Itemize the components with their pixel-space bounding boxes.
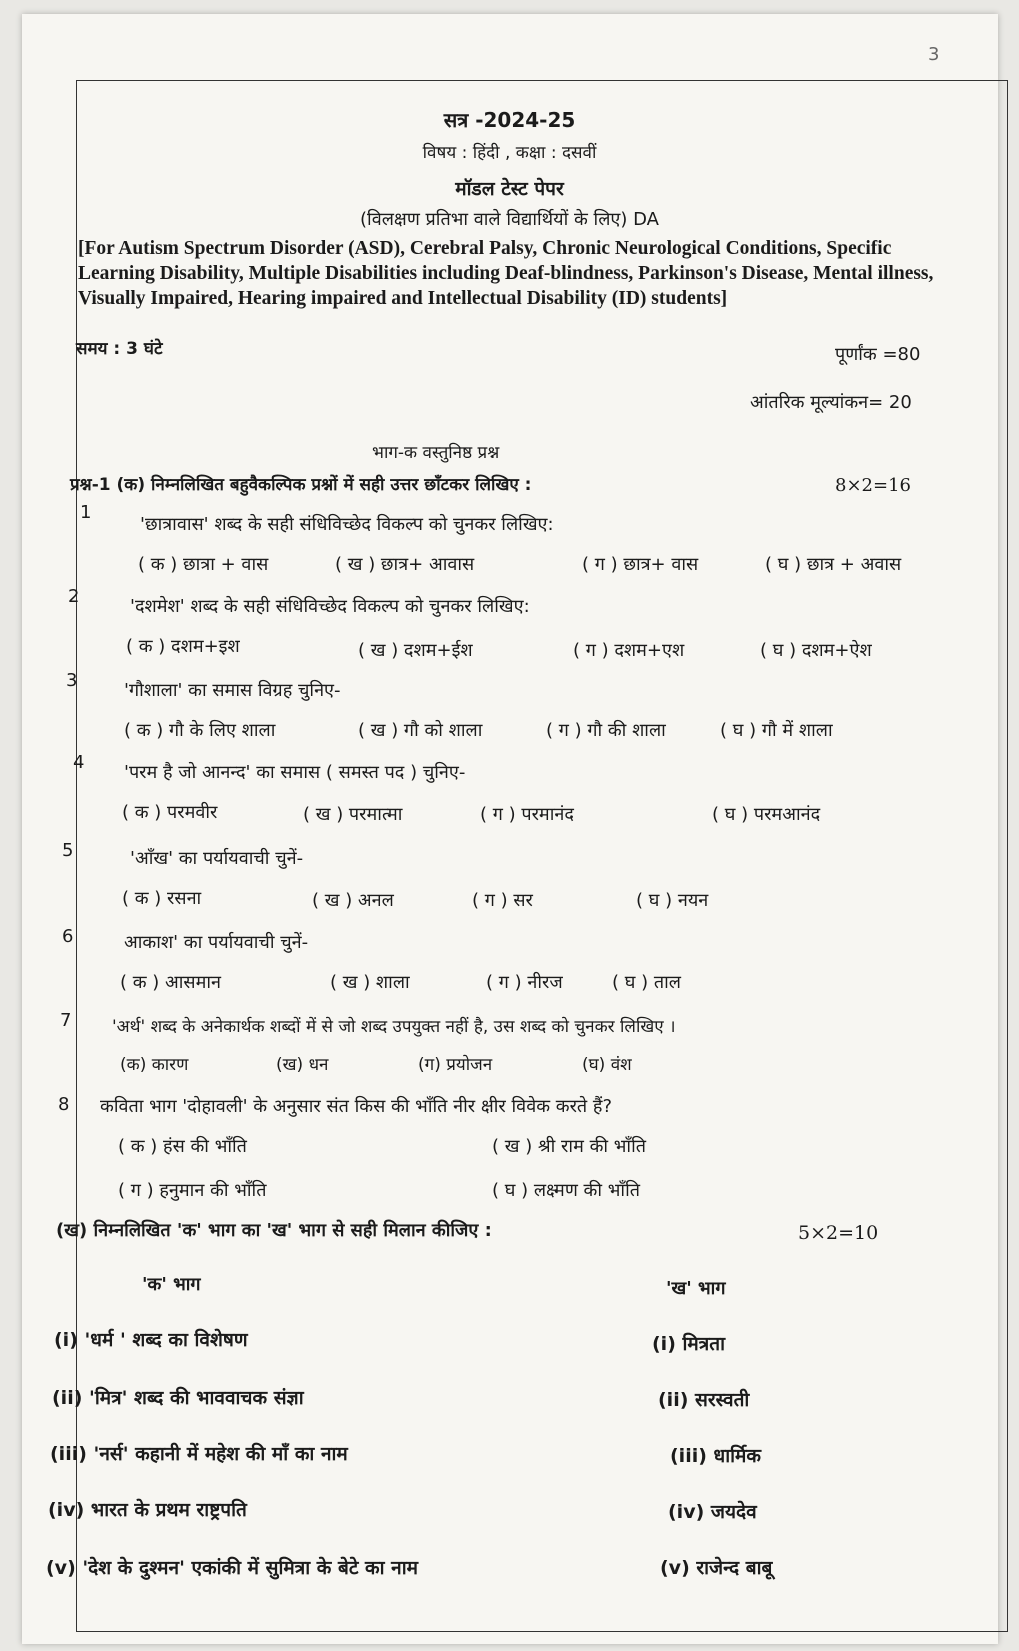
option-c: ( ग ) दशम+एश [573,640,685,661]
option-b: ( ख ) दशम+ईश [358,640,473,661]
match-item-b: (v) राजेन्द बाबू [660,1557,773,1579]
option-d: ( घ ) परमआनंद [712,804,821,825]
option-b: (ख) धन [276,1055,329,1075]
question-text: आकाश' का पर्यायवाची चुनें- [124,932,309,953]
option-b: ( ख ) शाला [330,972,410,993]
option-d: ( घ ) नयन [636,890,709,911]
session-heading: सत्र -2024-25 [443,108,576,132]
page-number: 3 [928,44,940,65]
question-number: 4 [73,752,85,773]
match-item-b: (ii) सरस्वती [658,1389,750,1411]
question-number: 6 [62,926,74,947]
option-c: ( ग ) सर [472,890,533,911]
option-b: ( ख ) गौ को शाला [358,720,483,741]
category-list: [For Autism Spectrum Disorder (ASD), Cerebral Palsy, Chronic Neurological Conditions, Specific Learning Disability, Multiple Disabilities including Deaf-blindness, Parkinson's Disease, Mental illness, Visually Impaired, Hearing impaired and Intellectual Disability (ID) students] [78,238,934,309]
time-label: समय : 3 घंटे [76,339,163,359]
match-item-a: (v) 'देश के दुश्मन' एकांकी में सुमित्रा के बेटे का नाम [46,1557,418,1579]
match-item-a: (iv) भारत के प्रथम राष्ट्रपति [48,1499,247,1521]
option-b: ( ख ) छात्र+ आवास [335,554,475,575]
column-b-title: 'ख' भाग [666,1278,726,1299]
option-c: ( ग ) गौ की शाला [546,720,666,741]
option-b: ( ख ) श्री राम की भाँति [492,1136,647,1157]
question-number: 7 [60,1010,72,1031]
option-a: ( क ) गौ के लिए शाला [124,720,276,741]
option-d: ( घ ) गौ में शाला [720,720,833,741]
match-heading: (ख) निम्नलिखित 'क' भाग का 'ख' भाग से सही मिलान कीजिए : [56,1220,492,1241]
question-number: 3 [66,670,78,691]
option-a: ( क ) हंस की भाँति [118,1136,247,1157]
q1-marks: 8×2=16 [835,475,911,496]
question-text: 'छात्रावास' शब्द के सही संधिविच्छेद विकल्प को चुनकर लिखिए: [140,514,554,535]
option-a: ( क ) परमवीर [122,802,218,823]
option-d: ( घ ) ताल [612,972,681,993]
paper-title: मॉडल टेस्ट पेपर [455,178,564,200]
match-item-b: (iii) धार्मिक [670,1445,762,1467]
match-marks: 5×2=10 [798,1222,879,1244]
option-b: ( ख ) अनल [312,890,394,911]
question-text: 'दशमेश' शब्द के सही संधिविच्छेद विकल्प को चुनकर लिखिए: [130,596,530,617]
option-d: ( घ ) छात्र + अवास [765,554,902,575]
question-text: 'अर्थ' शब्द के अनेकार्थक शब्दों में से जो शब्द उपयुक्त नहीं है, उस शब्द को चुनकर लिखिए । [112,1017,676,1037]
option-c: ( ग ) परमानंद [480,804,574,825]
option-d: ( घ ) दशम+ऐश [760,640,872,661]
question-number: 8 [58,1094,70,1115]
option-c: ( ग ) हनुमान की भाँति [118,1180,267,1201]
max-marks: पूर्णांक =80 [835,344,921,365]
option-a: ( क ) आसमान [120,972,222,993]
option-b: ( ख ) परमात्मा [303,804,403,825]
match-item-b: (iv) जयदेव [668,1501,757,1523]
question-number: 5 [62,840,74,861]
option-d: ( घ ) लक्ष्मण की भाँति [492,1180,641,1201]
internal-assessment: आंतरिक मूल्यांकन= 20 [750,392,912,413]
section-title: भाग-क वस्तुनिष्ठ प्रश्न [372,443,500,463]
q1-heading: प्रश्न-1 (क) निम्नलिखित बहुवैकल्पिक प्रश्नों में सही उत्तर छाँटकर लिखिए : [70,475,532,495]
option-d: (घ) वंश [582,1055,632,1075]
match-item-a: (iii) 'नर्स' कहानी में महेश की माँ का नाम [50,1443,348,1465]
paper-note: (विलक्षण प्रतिभा वाले विद्यार्थियों के लिए) DA [360,209,659,230]
option-a: ( क ) दशम+इश [126,636,240,657]
option-a: ( क ) छात्रा + वास [138,554,269,575]
match-item-b: (i) मित्रता [652,1333,726,1355]
option-c: ( ग ) नीरज [486,972,563,993]
option-c: (ग) प्रयोजन [418,1055,493,1075]
question-text: 'परम है जो आनन्द' का समास ( समस्त पद ) चुनिए- [124,762,466,783]
question-text: 'गौशाला' का समास विग्रह चुनिए- [124,680,341,701]
match-item-a: (i) 'धर्म ' शब्द का विशेषण [54,1329,248,1351]
question-number: 1 [80,502,92,523]
option-c: ( ग ) छात्र+ वास [582,554,699,575]
question-text: कविता भाग 'दोहावली' के अनुसार संत किस की भाँति नीर क्षीर विवेक करते हैं? [100,1096,613,1117]
column-a-title: 'क' भाग [142,1274,201,1295]
option-a: ( क ) रसना [122,888,202,909]
option-a: (क) कारण [120,1055,189,1075]
subject-line: विषय : हिंदी , कक्षा : दसवीं [422,143,597,163]
match-item-a: (ii) 'मित्र' शब्द की भाववाचक संज्ञा [52,1387,304,1409]
question-number: 2 [68,586,80,607]
question-text: 'आँख' का पर्यायवाची चुनें- [130,848,304,869]
